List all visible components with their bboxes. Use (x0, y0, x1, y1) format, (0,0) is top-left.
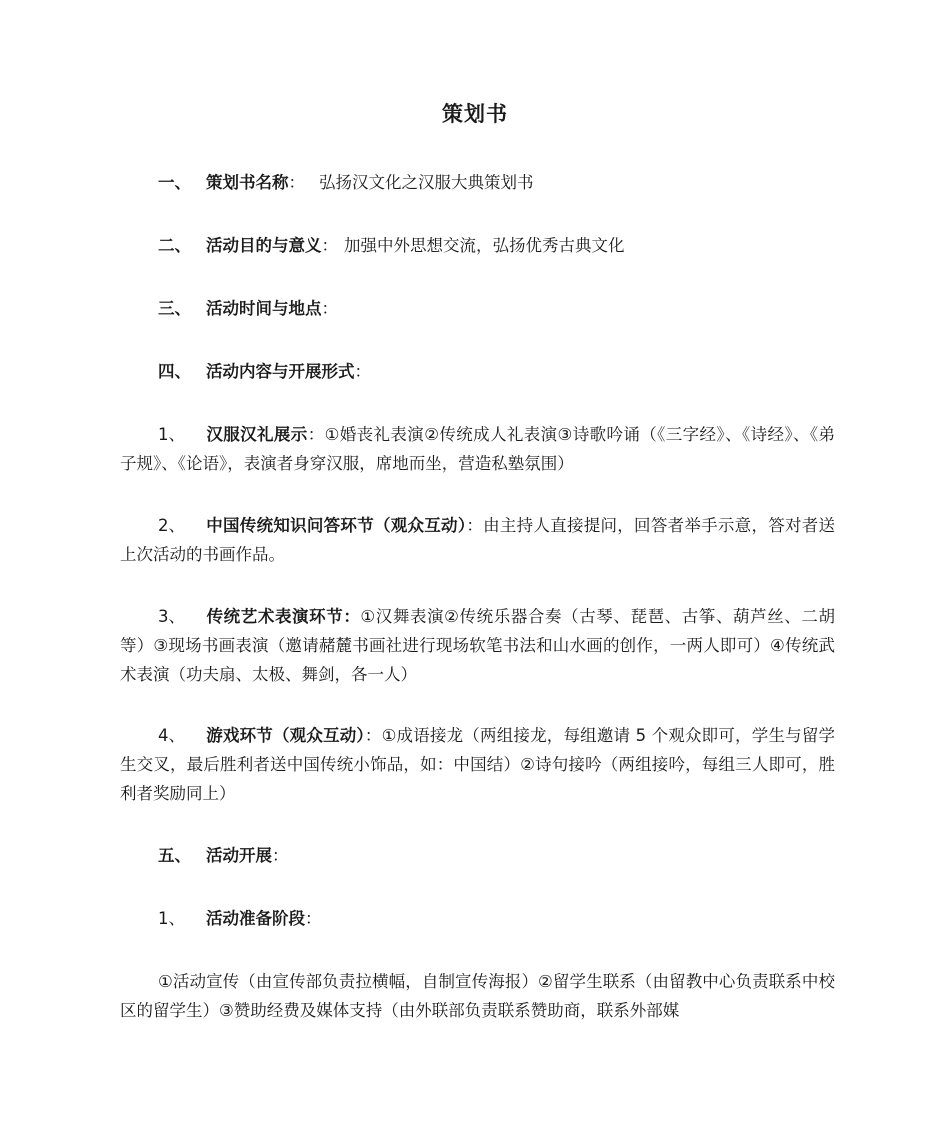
item-label: 中国传统知识问答环节（观众互动） (206, 516, 467, 535)
item-number: 1、 (158, 425, 185, 444)
section-number: 三、 (158, 299, 191, 318)
colon: ： (354, 362, 371, 381)
item-text: ①婚丧礼表演②传统成人礼表演③诗歌吟诵（《三字经》、《诗经》、《弟子规》、《论语》，表演者身穿汉服，席地而坐，营造私塾氛围） (120, 425, 836, 473)
item-text: ①汉舞表演②传统乐器合奏（古琴、琵琶、古筝、葫芦丝、二胡等）③现场书画表演（邀请赭麓书画社进行现场软笔书法和山水画的创作，一两人即可）④传统武术表演（功夫扇、太极、舞剑，各一人） (120, 607, 835, 684)
section-label: 活动目的与意义 (206, 236, 322, 255)
item-number: 2、 (158, 516, 185, 535)
item-number: 1、 (158, 909, 185, 928)
section-label: 策划书名称 (206, 173, 289, 192)
item-number: 3、 (158, 607, 185, 626)
item-label: 汉服汉礼展示 (206, 425, 308, 444)
section-value: 弘扬汉文化之汉服大典策划书 (319, 173, 534, 192)
colon: ： (321, 299, 338, 318)
section-label: 活动开展 (206, 846, 272, 865)
item-art-performance (120, 602, 835, 689)
section-label: 活动时间与地点 (206, 299, 322, 318)
preparation-text: ①活动宣传（由宣传部负责拉横幅，自制宣传海报）②留学生联系（由留教中心负责联系中校区的留学生）③赞助经费及媒体支持（由外联部负责联系赞助商，联系外部媒 (120, 972, 835, 1020)
page-title: 策划书 (442, 102, 508, 126)
colon: ： (364, 726, 382, 745)
item-label: 活动准备阶段 (206, 909, 305, 928)
colon: ： (272, 846, 289, 865)
item-text: 由主持人直接提问，回答者举手示意，答对者送上次活动的书画作品。 (120, 516, 836, 564)
item-hanfu-display (120, 420, 835, 478)
item-quiz (120, 511, 835, 569)
item-number: 4、 (158, 726, 185, 745)
colon: ： (288, 173, 305, 192)
section-value: 加强中外思想交流，弘扬优秀古典文化 (344, 236, 625, 255)
item-label: 传统艺术表演环节： (206, 607, 361, 626)
section-number: 一、 (158, 173, 191, 192)
item-games (120, 721, 835, 808)
colon: ： (307, 425, 325, 444)
section-number: 五、 (158, 846, 191, 865)
section-number: 四、 (158, 362, 191, 381)
section-number: 二、 (158, 236, 191, 255)
colon: ： (321, 236, 338, 255)
colon: ： (466, 516, 484, 535)
item-text: ①成语接龙（两组接龙，每组邀请 5 个观众即可，学生与留学生交叉，最后胜利者送中国传统小饰品，如：中国结）②诗句接吟（两组接吟，每组三人即可，胜利者奖励同上） (120, 726, 836, 803)
item-label: 游戏环节（观众互动） (206, 726, 365, 745)
section-label: 活动内容与开展形式 (206, 362, 355, 381)
colon: ： (305, 909, 322, 928)
